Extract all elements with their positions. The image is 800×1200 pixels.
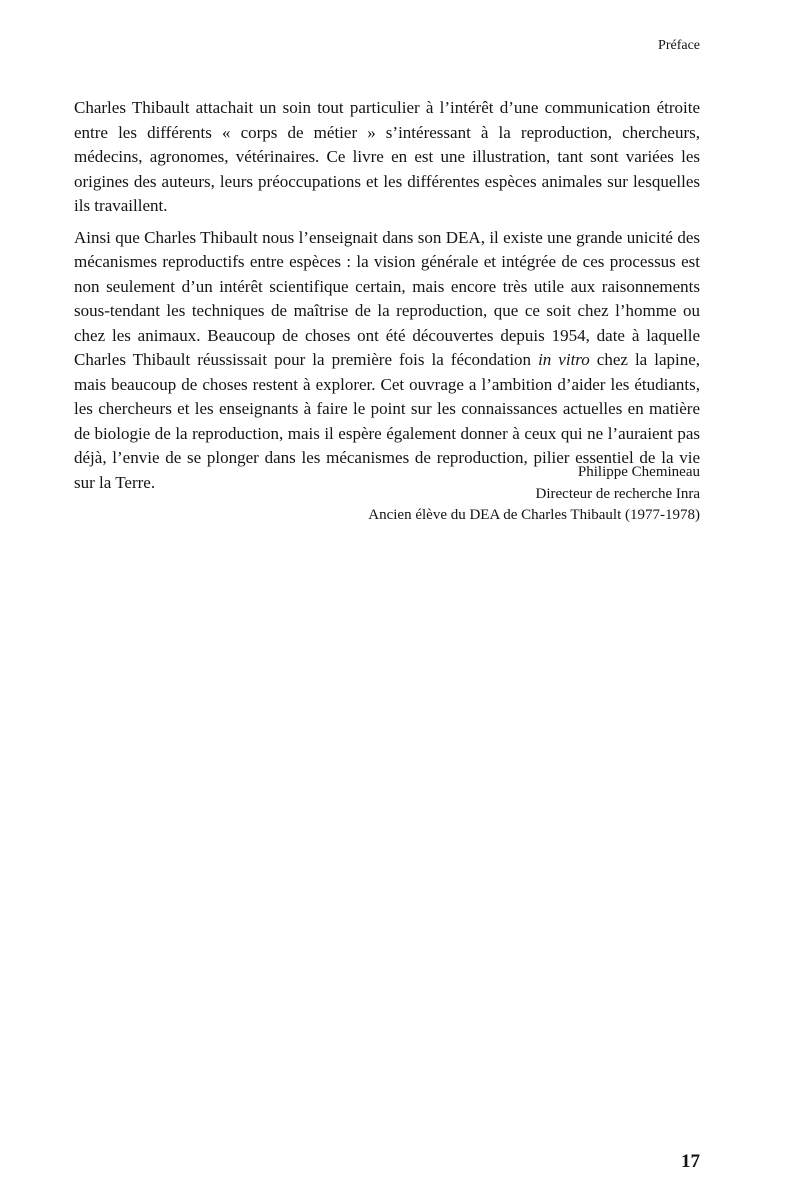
paragraph-2-part-1: Ainsi que Charles Thibault nous l’enseignait dans son DEA, il existe une grande unicité des mécanismes reproductifs entre espèces : la vision générale et intégrée de ces processus est non seulement d’un intérêt scientifique certain, mais encore très utile aux raisonnements sous-tendant les techniques de maîtrise de la reproduction, que ce soit chez l’homme ou chez les animaux. Beaucoup de choses ont été découvertes depuis 1954, date à laquelle Charles Thibault réussissait pour la première fois la fécondation <box>74 227 700 369</box>
running-head: Préface <box>658 38 700 53</box>
signature-name: Philippe Chemineau <box>577 464 700 480</box>
signature-affiliation: Ancien élève du DEA de Charles Thibault (1977-1978) <box>368 507 700 523</box>
in-vitro-italic: in vitro <box>538 350 590 369</box>
signature-block <box>368 462 700 527</box>
paragraph-2 <box>74 226 700 496</box>
body-text <box>74 96 700 502</box>
signature-title: Directeur de recherche Inra <box>535 485 700 502</box>
paragraph-2-part-2: chez la lapine, mais beaucoup de choses restent à explorer. Cet ouvrage a l’ambition d’aider les étudiants, les chercheurs et les enseignants à faire le point sur les connaissances actuelles en matière de biologie de la reproduction, mais il espère également donner à ceux qui ne l’auraient pas déjà, l’envie de se plonger dans les mécanismes de reproduction, pilier essentiel de la vie sur la Terre. <box>74 350 701 492</box>
page-number: 17 <box>681 1151 700 1172</box>
paragraph-1: Charles Thibault attachait un soin tout particulier à l’intérêt d’une communication étroite entre les différents « corps de métier » s’intéressant à la reproduction, chercheurs, médecins, agronomes, vétérinaires. Ce livre en est une illustration, tant sont variées les origines des auteurs, leurs préoccupations et les différentes espèces animales sur lesquelles ils travaillent. <box>74 98 700 215</box>
